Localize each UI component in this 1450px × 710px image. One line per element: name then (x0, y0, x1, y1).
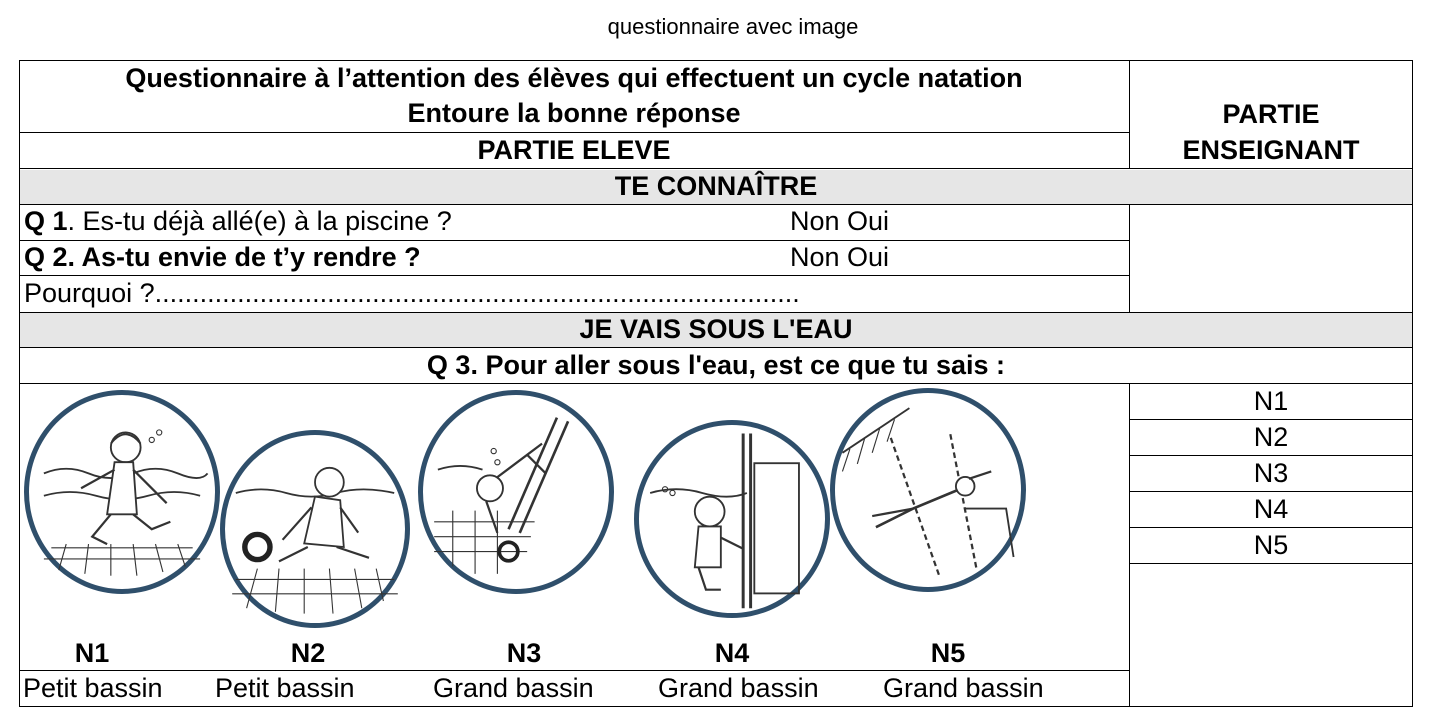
child-picking-ring-icon[interactable] (220, 430, 410, 628)
teacher-level-n1[interactable]: N1 (1253, 386, 1289, 416)
pourquoi-line[interactable]: Pourquoi ?...................................................................................... (24, 278, 800, 308)
partie-enseignant-heading: PARTIE (1222, 99, 1320, 129)
partie-eleve-heading: PARTIE ELEVE (477, 135, 671, 165)
level-label-n3: N3 (506, 638, 542, 668)
level-label-n2: N2 (290, 638, 326, 668)
level-label-n4: N4 (714, 638, 750, 668)
question-2: Q 2. As-tu envie de t’y rendre ? (24, 242, 421, 272)
bassin-label-n3: Grand bassin (433, 673, 594, 703)
bassin-label-n4: Grand bassin (658, 673, 819, 703)
page-header: questionnaire avec image (607, 14, 859, 39)
level-label-n1: N1 (74, 638, 110, 668)
child-swimming-shallow-icon[interactable] (24, 390, 220, 594)
bassin-label-n1: Petit bassin (23, 673, 163, 703)
teacher-level-n2[interactable]: N2 (1253, 422, 1289, 452)
bassin-label-n2: Petit bassin (215, 673, 355, 703)
child-swimming-chain-icon[interactable] (830, 388, 1026, 592)
level-label-n5: N5 (930, 638, 966, 668)
question-2-answers[interactable]: Non Oui (790, 242, 890, 272)
child-holding-pole-icon[interactable] (634, 420, 830, 618)
question-1-answers[interactable]: Non Oui (790, 206, 890, 236)
bassin-label-n5: Grand bassin (883, 673, 1044, 703)
question-1 (24, 208, 452, 235)
teacher-level-n3[interactable]: N3 (1253, 458, 1289, 488)
instruction-subtitle: Entoure la bonne réponse (407, 98, 741, 128)
question-3: Q 3. Pour aller sous l'eau, est ce que tu sais : (426, 350, 1006, 380)
child-diving-ladder-icon[interactable] (418, 390, 614, 594)
teacher-level-n4[interactable]: N4 (1253, 494, 1289, 524)
question-1-label: Q 1 (24, 206, 68, 236)
section-title-sous-eau: JE VAIS SOUS L'EAU (579, 314, 853, 344)
questionnaire-title: Questionnaire à l’attention des élèves qui effectuent un cycle natation (125, 63, 1023, 93)
teacher-level-n5[interactable]: N5 (1253, 530, 1289, 560)
question-1-text: . Es-tu déjà allé(e) à la piscine ? (67, 206, 452, 236)
partie-enseignant-heading-line2: ENSEIGNANT (1182, 135, 1360, 165)
section-title-te-connaitre: TE CONNAÎTRE (614, 171, 818, 201)
